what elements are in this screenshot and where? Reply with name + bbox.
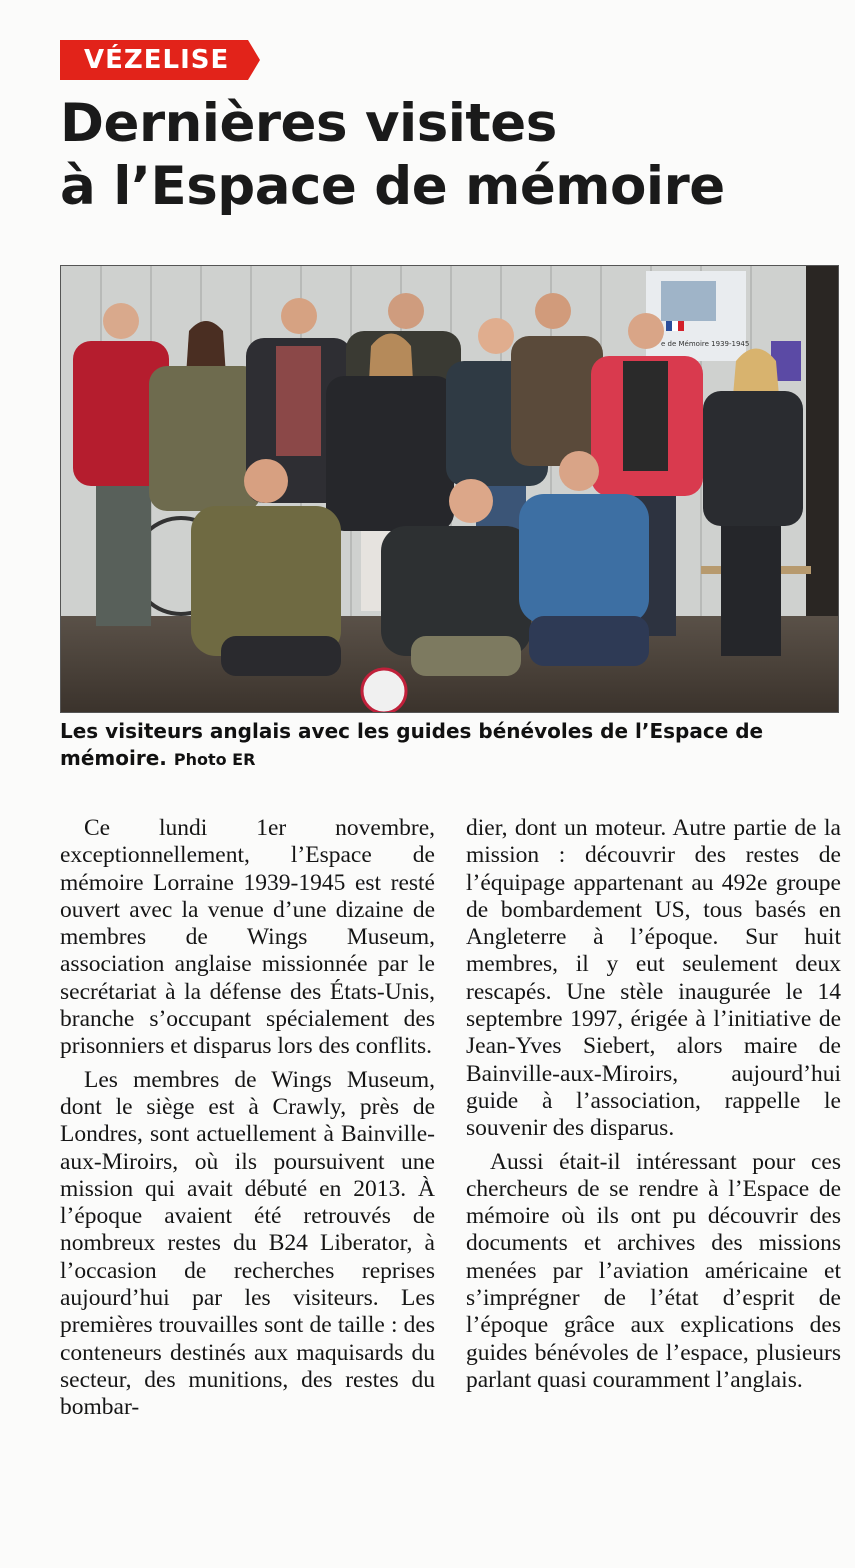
group-photo [60, 265, 839, 713]
article-column-2 [466, 815, 841, 1394]
photo-caption [60, 718, 840, 773]
article-column-1 [60, 815, 435, 1422]
headline-line-1: Dernières visites [60, 93, 557, 154]
headline-line-2: à l’Espace de mémoire [60, 156, 725, 217]
headline [60, 92, 840, 218]
paragraph-1: Ce lundi 1er novembre, exceptionnellement, l’Espace de mémoire Lorraine 1939-1945 est resté ouvert avec la venue d’une dizaine de membres de Wings Museum, association anglaise missionnée par le secrétariat à la défense des États-Unis, branche s’occupant spécialement des prisonniers et disparus lors des conflits. [60, 815, 435, 1060]
poster-text: e de Mémoire 1939-1945 [661, 340, 750, 348]
rubric-label: VÉZELISE [84, 45, 230, 75]
paragraph-4: Aussi était-il intéressant pour ces chercheurs de se rendre à l’Espace de mémoire où ils ont pu découvrir des documents et archives des missions menées par l’aviation américaine et s’imprégner de l’état d’esprit de l’époque grâce aux explications des guides bénévoles de l’espace, plusieurs parlant quasi couramment l’anglais. [466, 1148, 841, 1393]
photo-credit: Photo ER [173, 750, 256, 769]
paragraph-2: Les membres de Wings Museum, dont le siège est à Crawly, près de Londres, sont actuellement à Bainville-aux-Miroirs, où ils poursuivent une mission qui avait débuté en 2013. À l’époque avaient été retrouvés de nombreux restes du B24 Liberator, à l’occasion de recherches reprises aujourd’hui par les visiteurs. Les premières trouvailles sont de taille : des conteneurs destinés aux maquisards du secteur, des munitions, des restes du bombar- [60, 1066, 435, 1421]
caption-text: Les visiteurs anglais avec les guides bénévoles de l’Espace de mémoire. [60, 719, 764, 770]
rubric-tag [60, 40, 260, 80]
group-photo-illustration [61, 266, 838, 712]
paragraph-3: dier, dont un moteur. Autre partie de la mission : découvrir des restes de l’équipage appartenant au 492e groupe de bombardement US, tous basés en Angleterre à l’époque. Sur huit membres, il y eut seulement deux rescapés. Une stèle inaugurée le 14 septembre 1997, érigée à l’initiative de Jean-Yves Siebert, alors maire de Bainville-aux-Miroirs, aujourd’hui guide à l’association, rappelle le souvenir des disparus. [466, 815, 841, 1142]
